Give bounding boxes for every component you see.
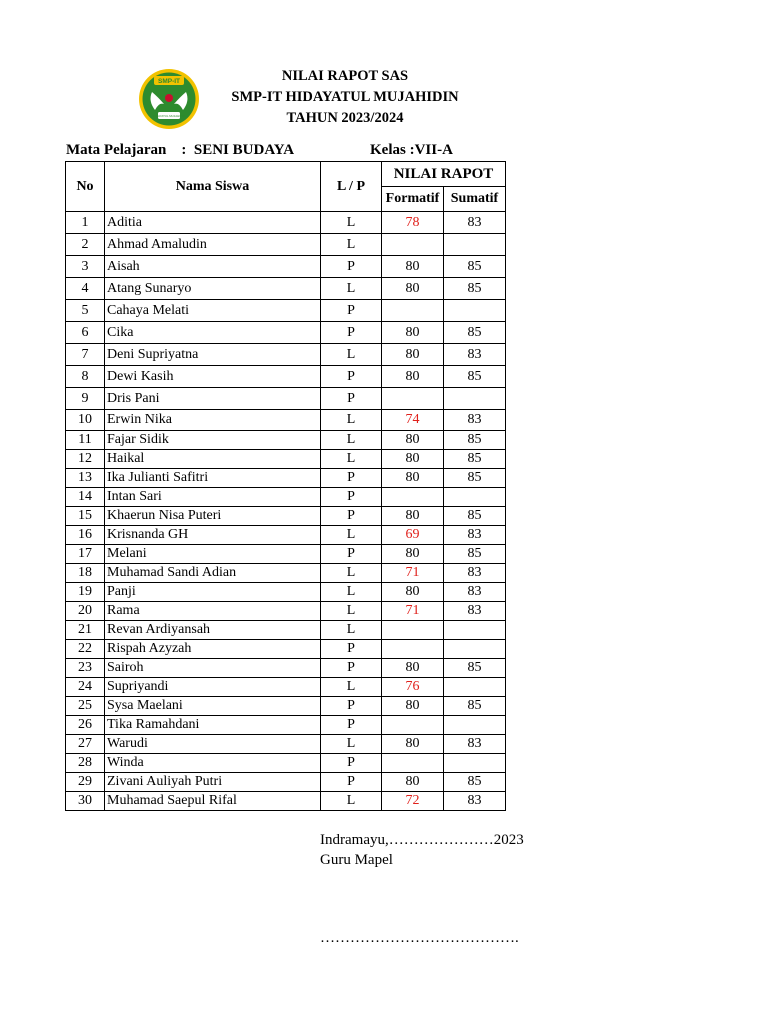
table-row (66, 678, 506, 697)
cell-student-name: Ika Julianti Safitri (105, 469, 321, 488)
cell-gender: L (321, 735, 382, 754)
cell-formatif: 80 (382, 278, 444, 300)
cell-no: 21 (66, 621, 105, 640)
table-row (66, 450, 506, 469)
table-row (66, 659, 506, 678)
cell-student-name: Khaerun Nisa Puteri (105, 507, 321, 526)
cell-no: 22 (66, 640, 105, 659)
cell-no: 19 (66, 583, 105, 602)
cell-no: 8 (66, 366, 105, 388)
cell-sumatif: 85 (444, 507, 506, 526)
table-row (66, 792, 506, 811)
cell-gender: L (321, 431, 382, 450)
cell-formatif: 80 (382, 450, 444, 469)
column-header-formatif: Formatif (382, 187, 444, 212)
grade-table (65, 161, 506, 811)
cell-student-name: Dewi Kasih (105, 366, 321, 388)
cell-gender: L (321, 678, 382, 697)
cell-no: 6 (66, 322, 105, 344)
table-row (66, 256, 506, 278)
cell-sumatif: 83 (444, 792, 506, 811)
column-group-nilai-rapot: NILAI RAPOT (382, 162, 506, 187)
cell-no: 7 (66, 344, 105, 366)
cell-formatif: 80 (382, 469, 444, 488)
cell-gender: P (321, 640, 382, 659)
table-row (66, 545, 506, 564)
table-row (66, 234, 506, 256)
cell-sumatif: 85 (444, 256, 506, 278)
cell-formatif: 80 (382, 697, 444, 716)
cell-sumatif: 85 (444, 469, 506, 488)
cell-no: 28 (66, 754, 105, 773)
table-row (66, 322, 506, 344)
cell-sumatif: 85 (444, 450, 506, 469)
cell-sumatif (444, 234, 506, 256)
table-row (66, 488, 506, 507)
cell-no: 1 (66, 212, 105, 234)
report-title-block (200, 66, 490, 129)
cell-sumatif: 83 (444, 735, 506, 754)
cell-gender: L (321, 410, 382, 431)
cell-formatif: 80 (382, 507, 444, 526)
table-row (66, 697, 506, 716)
cell-no: 30 (66, 792, 105, 811)
cell-no: 23 (66, 659, 105, 678)
cell-formatif (382, 234, 444, 256)
cell-student-name: Dris Pani (105, 388, 321, 410)
cell-sumatif: 83 (444, 583, 506, 602)
cell-student-name: Cika (105, 322, 321, 344)
cell-no: 10 (66, 410, 105, 431)
cell-student-name: Sairoh (105, 659, 321, 678)
cell-no: 24 (66, 678, 105, 697)
cell-student-name: Sysa Maelani (105, 697, 321, 716)
cell-student-name: Warudi (105, 735, 321, 754)
cell-no: 15 (66, 507, 105, 526)
subject-label: Mata Pelajaran : SENI BUDAYA (66, 142, 295, 158)
cell-sumatif: 83 (444, 344, 506, 366)
table-row (66, 754, 506, 773)
cell-gender: P (321, 507, 382, 526)
table-row (66, 388, 506, 410)
cell-student-name: Tika Ramahdani (105, 716, 321, 735)
cell-gender: P (321, 322, 382, 344)
cell-no: 4 (66, 278, 105, 300)
cell-formatif (382, 488, 444, 507)
cell-sumatif: 85 (444, 773, 506, 792)
cell-formatif (382, 621, 444, 640)
cell-student-name: Atang Sunaryo (105, 278, 321, 300)
cell-student-name: Haikal (105, 450, 321, 469)
cell-gender: P (321, 754, 382, 773)
cell-no: 12 (66, 450, 105, 469)
cell-no: 11 (66, 431, 105, 450)
cell-gender: P (321, 773, 382, 792)
school-logo (138, 68, 200, 130)
cell-formatif: 71 (382, 564, 444, 583)
cell-student-name: Winda (105, 754, 321, 773)
table-row (66, 278, 506, 300)
table-row (66, 300, 506, 322)
table-row (66, 716, 506, 735)
cell-gender: P (321, 300, 382, 322)
cell-formatif: 80 (382, 773, 444, 792)
cell-student-name: Muhamad Sandi Adian (105, 564, 321, 583)
cell-gender: P (321, 716, 382, 735)
cell-sumatif (444, 621, 506, 640)
cell-student-name: Krisnanda GH (105, 526, 321, 545)
cell-formatif: 80 (382, 659, 444, 678)
cell-gender: P (321, 659, 382, 678)
cell-formatif: 80 (382, 322, 444, 344)
signature-role: Guru Mapel (320, 852, 393, 868)
cell-sumatif (444, 678, 506, 697)
cell-sumatif (444, 300, 506, 322)
cell-gender: P (321, 388, 382, 410)
cell-formatif: 74 (382, 410, 444, 431)
cell-gender: L (321, 792, 382, 811)
cell-gender: L (321, 602, 382, 621)
cell-student-name: Aisah (105, 256, 321, 278)
cell-sumatif: 83 (444, 602, 506, 621)
cell-gender: L (321, 278, 382, 300)
table-row (66, 344, 506, 366)
cell-formatif (382, 388, 444, 410)
cell-student-name: Melani (105, 545, 321, 564)
cell-no: 20 (66, 602, 105, 621)
cell-no: 5 (66, 300, 105, 322)
cell-no: 25 (66, 697, 105, 716)
cell-formatif: 80 (382, 344, 444, 366)
cell-no: 13 (66, 469, 105, 488)
cell-student-name: Erwin Nika (105, 410, 321, 431)
cell-gender: L (321, 212, 382, 234)
cell-formatif (382, 640, 444, 659)
cell-no: 14 (66, 488, 105, 507)
school-year: TAHUN 2023/2024 (286, 110, 404, 126)
cell-formatif: 80 (382, 735, 444, 754)
cell-no: 27 (66, 735, 105, 754)
cell-gender: L (321, 344, 382, 366)
cell-formatif: 80 (382, 545, 444, 564)
report-title: NILAI RAPOT SAS (281, 68, 409, 84)
cell-sumatif (444, 754, 506, 773)
cell-sumatif: 85 (444, 659, 506, 678)
cell-gender: L (321, 583, 382, 602)
table-row (66, 583, 506, 602)
signature-place-date: Indramayu,…………………2023 (320, 832, 524, 848)
cell-gender: L (321, 621, 382, 640)
cell-no: 18 (66, 564, 105, 583)
signature-line: …………………………………. (320, 930, 519, 946)
cell-student-name: Panji (105, 583, 321, 602)
table-row (66, 640, 506, 659)
cell-student-name: Rama (105, 602, 321, 621)
cell-sumatif: 83 (444, 212, 506, 234)
cell-student-name: Intan Sari (105, 488, 321, 507)
column-header-sumatif: Sumatif (444, 187, 506, 212)
cell-gender: L (321, 526, 382, 545)
cell-gender: L (321, 234, 382, 256)
cell-formatif: 72 (382, 792, 444, 811)
table-row (66, 621, 506, 640)
cell-no: 9 (66, 388, 105, 410)
cell-sumatif (444, 640, 506, 659)
table-row (66, 564, 506, 583)
cell-sumatif (444, 716, 506, 735)
cell-formatif: 78 (382, 212, 444, 234)
cell-formatif: 80 (382, 366, 444, 388)
cell-gender: P (321, 366, 382, 388)
class-label: Kelas :VII-A (370, 142, 453, 158)
cell-formatif (382, 300, 444, 322)
school-name: SMP-IT HIDAYATUL MUJAHIDIN (231, 89, 459, 105)
logo-banner: HIDAYATUL MUJAHIDIN (152, 114, 186, 118)
cell-no: 26 (66, 716, 105, 735)
table-row (66, 410, 506, 431)
cell-gender: P (321, 545, 382, 564)
cell-sumatif: 85 (444, 697, 506, 716)
cell-student-name: Revan Ardiyansah (105, 621, 321, 640)
table-row (66, 507, 506, 526)
cell-sumatif (444, 488, 506, 507)
cell-no: 29 (66, 773, 105, 792)
cell-gender: L (321, 564, 382, 583)
cell-student-name: Cahaya Melati (105, 300, 321, 322)
cell-student-name: Muhamad Saepul Rifal (105, 792, 321, 811)
cell-student-name: Fajar Sidik (105, 431, 321, 450)
cell-formatif (382, 716, 444, 735)
cell-sumatif: 85 (444, 278, 506, 300)
table-row (66, 735, 506, 754)
cell-sumatif (444, 388, 506, 410)
cell-student-name: Supriyandi (105, 678, 321, 697)
cell-no: 17 (66, 545, 105, 564)
cell-student-name: Deni Supriyatna (105, 344, 321, 366)
cell-sumatif: 85 (444, 431, 506, 450)
cell-student-name: Rispah Azyzah (105, 640, 321, 659)
column-header-no: No (66, 162, 105, 212)
cell-no: 2 (66, 234, 105, 256)
cell-no: 16 (66, 526, 105, 545)
cell-sumatif: 83 (444, 410, 506, 431)
cell-gender: P (321, 256, 382, 278)
table-row (66, 526, 506, 545)
cell-gender: P (321, 469, 382, 488)
cell-no: 3 (66, 256, 105, 278)
grade-table-body (66, 212, 506, 811)
logo-text: SMP-IT (157, 78, 181, 85)
cell-formatif: 80 (382, 583, 444, 602)
cell-sumatif: 85 (444, 322, 506, 344)
cell-gender: L (321, 450, 382, 469)
cell-formatif: 76 (382, 678, 444, 697)
column-header-gender: L / P (321, 162, 382, 212)
table-row (66, 773, 506, 792)
table-row (66, 602, 506, 621)
cell-student-name: Zivani Auliyah Putri (105, 773, 321, 792)
cell-formatif: 80 (382, 431, 444, 450)
cell-formatif: 71 (382, 602, 444, 621)
cell-sumatif: 85 (444, 545, 506, 564)
cell-sumatif: 83 (444, 564, 506, 583)
column-header-name: Nama Siswa (105, 162, 321, 212)
table-row (66, 431, 506, 450)
table-row (66, 212, 506, 234)
cell-student-name: Aditia (105, 212, 321, 234)
cell-formatif: 69 (382, 526, 444, 545)
cell-sumatif: 83 (444, 526, 506, 545)
table-row (66, 366, 506, 388)
cell-gender: P (321, 488, 382, 507)
cell-formatif: 80 (382, 256, 444, 278)
cell-sumatif: 85 (444, 366, 506, 388)
table-row (66, 469, 506, 488)
cell-student-name: Ahmad Amaludin (105, 234, 321, 256)
cell-formatif (382, 754, 444, 773)
cell-gender: P (321, 697, 382, 716)
